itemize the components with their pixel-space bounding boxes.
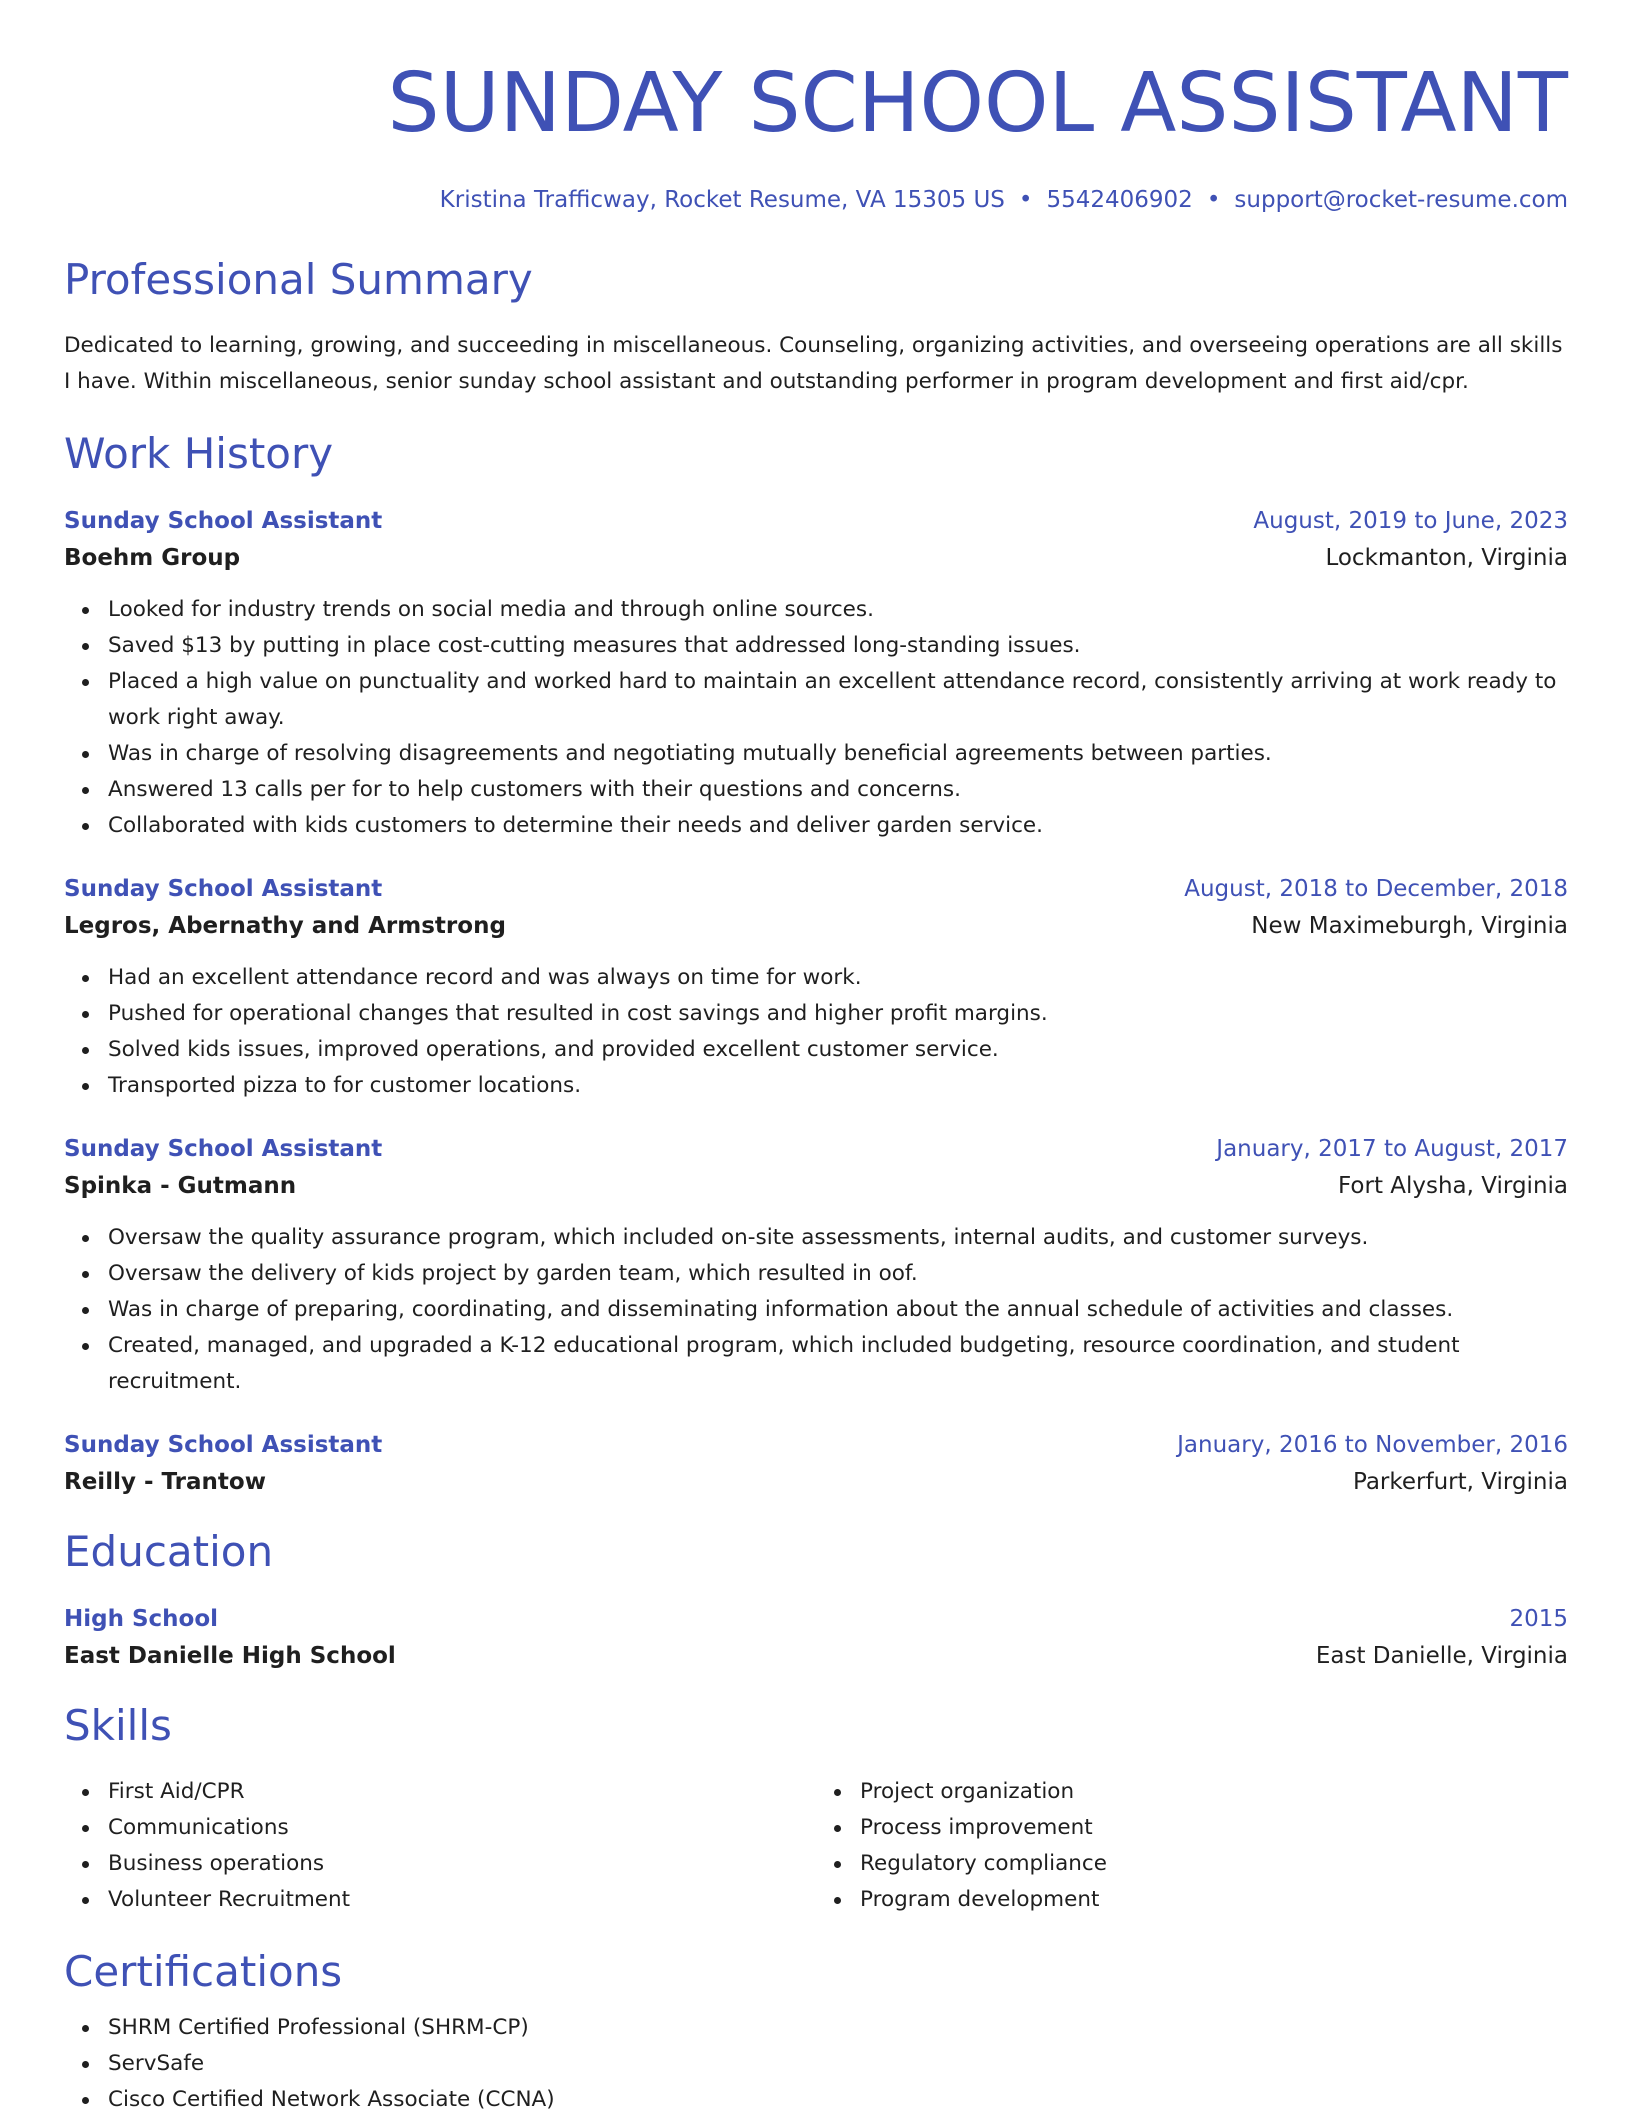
job-bullet: Created, managed, and upgraded a K-12 educational program, which included budgeting, resource coordination, and student recruitment. <box>108 1328 1568 1400</box>
job-bullet: Collaborated with kids customers to determine their needs and deliver garden service. <box>108 808 1568 844</box>
job-title: Sunday School Assistant <box>64 876 383 902</box>
job-entry <box>64 1428 1568 1502</box>
job-dates: January, 2016 to November, 2016 <box>1177 1432 1568 1458</box>
job-bullet: Was in charge of preparing, coordinating, and disseminating information about the annual schedule of activities and classes. <box>108 1292 1568 1328</box>
job-title: Sunday School Assistant <box>64 1432 383 1458</box>
education-school: East Danielle High School <box>64 1643 396 1669</box>
job-header-row <box>64 504 1568 538</box>
section-heading-skills: Skills <box>64 1701 172 1750</box>
job-bullets <box>64 592 1568 844</box>
skill-item: Program development <box>860 1882 1568 1918</box>
job-bullet: Pushed for operational changes that resulted in cost savings and higher profit margins. <box>108 996 1568 1032</box>
certifications-section <box>64 1946 1568 2118</box>
job-bullet: Placed a high value on punctuality and worked hard to maintain an excellent attendance record, consistently arriving at work ready to work right away. <box>108 664 1568 736</box>
job-company-row <box>64 1462 1568 1502</box>
job-title: Sunday School Assistant <box>64 508 383 534</box>
skill-item: Project organization <box>860 1774 1568 1810</box>
skill-item: Process improvement <box>860 1810 1568 1846</box>
job-header-row <box>64 872 1568 906</box>
job-entry <box>64 504 1568 844</box>
skill-item: Regulatory compliance <box>860 1846 1568 1882</box>
job-bullet: Solved kids issues, improved operations, and provided excellent customer service. <box>108 1032 1568 1068</box>
job-company-row <box>64 906 1568 946</box>
job-dates: August, 2019 to June, 2023 <box>1253 508 1568 534</box>
skills-list-right <box>816 1774 1568 1918</box>
contact-email[interactable]: support@rocket-resume.com <box>1234 187 1568 213</box>
job-company: Spinka - Gutmann <box>64 1173 297 1199</box>
job-dates: August, 2018 to December, 2018 <box>1184 876 1568 902</box>
work-history-section <box>64 428 1568 1502</box>
certification-item: ServSafe <box>108 2046 1568 2082</box>
summary-section <box>64 254 1568 400</box>
contact-phone[interactable]: 5542406902 <box>1046 187 1193 213</box>
education-degree: High School <box>64 1606 219 1632</box>
contact-separator: • <box>1206 187 1221 213</box>
skill-item: Business operations <box>108 1846 816 1882</box>
job-bullets <box>64 960 1568 1104</box>
job-location: Parkerfurt, Virginia <box>1353 1469 1568 1495</box>
job-bullet: Looked for industry trends on social media and through online sources. <box>108 592 1568 628</box>
education-entry <box>64 1602 1568 1676</box>
skill-item: Volunteer Recruitment <box>108 1882 816 1918</box>
job-location: Fort Alysha, Virginia <box>1338 1173 1568 1199</box>
job-location: New Maximeburgh, Virginia <box>1251 913 1568 939</box>
job-bullet: Had an excellent attendance record and was always on time for work. <box>108 960 1568 996</box>
section-heading-education: Education <box>64 1527 274 1576</box>
job-dates: January, 2017 to August, 2017 <box>1216 1136 1568 1162</box>
education-header-row <box>64 1602 1568 1636</box>
section-heading-summary: Professional Summary <box>64 255 533 304</box>
job-company-row <box>64 1166 1568 1206</box>
job-header-row <box>64 1132 1568 1166</box>
job-bullet: Transported pizza to for customer locations. <box>108 1068 1568 1104</box>
job-bullet: Oversaw the quality assurance program, which included on-site assessments, internal audits, and customer surveys. <box>108 1220 1568 1256</box>
job-bullets <box>64 1220 1568 1400</box>
job-bullet: Saved $13 by putting in place cost-cutting measures that addressed long-standing issues. <box>108 628 1568 664</box>
skill-item: First Aid/CPR <box>108 1774 816 1810</box>
skills-grid <box>64 1760 1568 1918</box>
job-company: Boehm Group <box>64 545 241 571</box>
job-bullet: Oversaw the delivery of kids project by garden team, which resulted in oof. <box>108 1256 1568 1292</box>
certification-item: Cisco Certified Network Associate (CCNA) <box>108 2082 1568 2118</box>
skills-section <box>64 1700 1568 1918</box>
education-section <box>64 1526 1568 1676</box>
job-bullet: Answered 13 calls per for to help customers with their questions and concerns. <box>108 772 1568 808</box>
section-heading-work-history: Work History <box>64 429 334 478</box>
education-location: East Danielle, Virginia <box>1315 1643 1568 1669</box>
section-heading-certifications: Certifications <box>64 1947 343 1996</box>
job-header-row <box>64 1428 1568 1462</box>
job-title: Sunday School Assistant <box>64 1136 383 1162</box>
resume-title: SUNDAY SCHOOL ASSISTANT <box>387 56 1568 151</box>
job-location: Lockmanton, Virginia <box>1325 545 1568 571</box>
skill-item: Communications <box>108 1810 816 1846</box>
contact-separator: • <box>1018 187 1033 213</box>
job-entry <box>64 872 1568 1104</box>
education-year: 2015 <box>1509 1606 1568 1632</box>
job-company: Legros, Abernathy and Armstrong <box>64 913 506 939</box>
certifications-list <box>64 2010 1568 2118</box>
skills-list-left <box>64 1774 816 1918</box>
contact-address: Kristina Trafficway, Rocket Resume, VA 15305 US <box>439 187 1005 213</box>
job-company-row <box>64 538 1568 578</box>
resume-page <box>64 0 1568 2118</box>
education-school-row <box>64 1636 1568 1676</box>
certification-item: SHRM Certified Professional (SHRM-CP) <box>108 2010 1568 2046</box>
job-company: Reilly - Trantow <box>64 1469 266 1495</box>
job-bullet: Was in charge of resolving disagreements and negotiating mutually beneficial agreements between parties. <box>108 736 1568 772</box>
summary-text: Dedicated to learning, growing, and succeeding in miscellaneous. Counseling, organizing activities, and overseeing operations are all skills I have. Within miscellaneous, senior sunday school assistant and outstanding performer in program development and first aid/cpr. <box>64 333 1563 394</box>
contact-line <box>64 184 1568 216</box>
job-entry <box>64 1132 1568 1400</box>
